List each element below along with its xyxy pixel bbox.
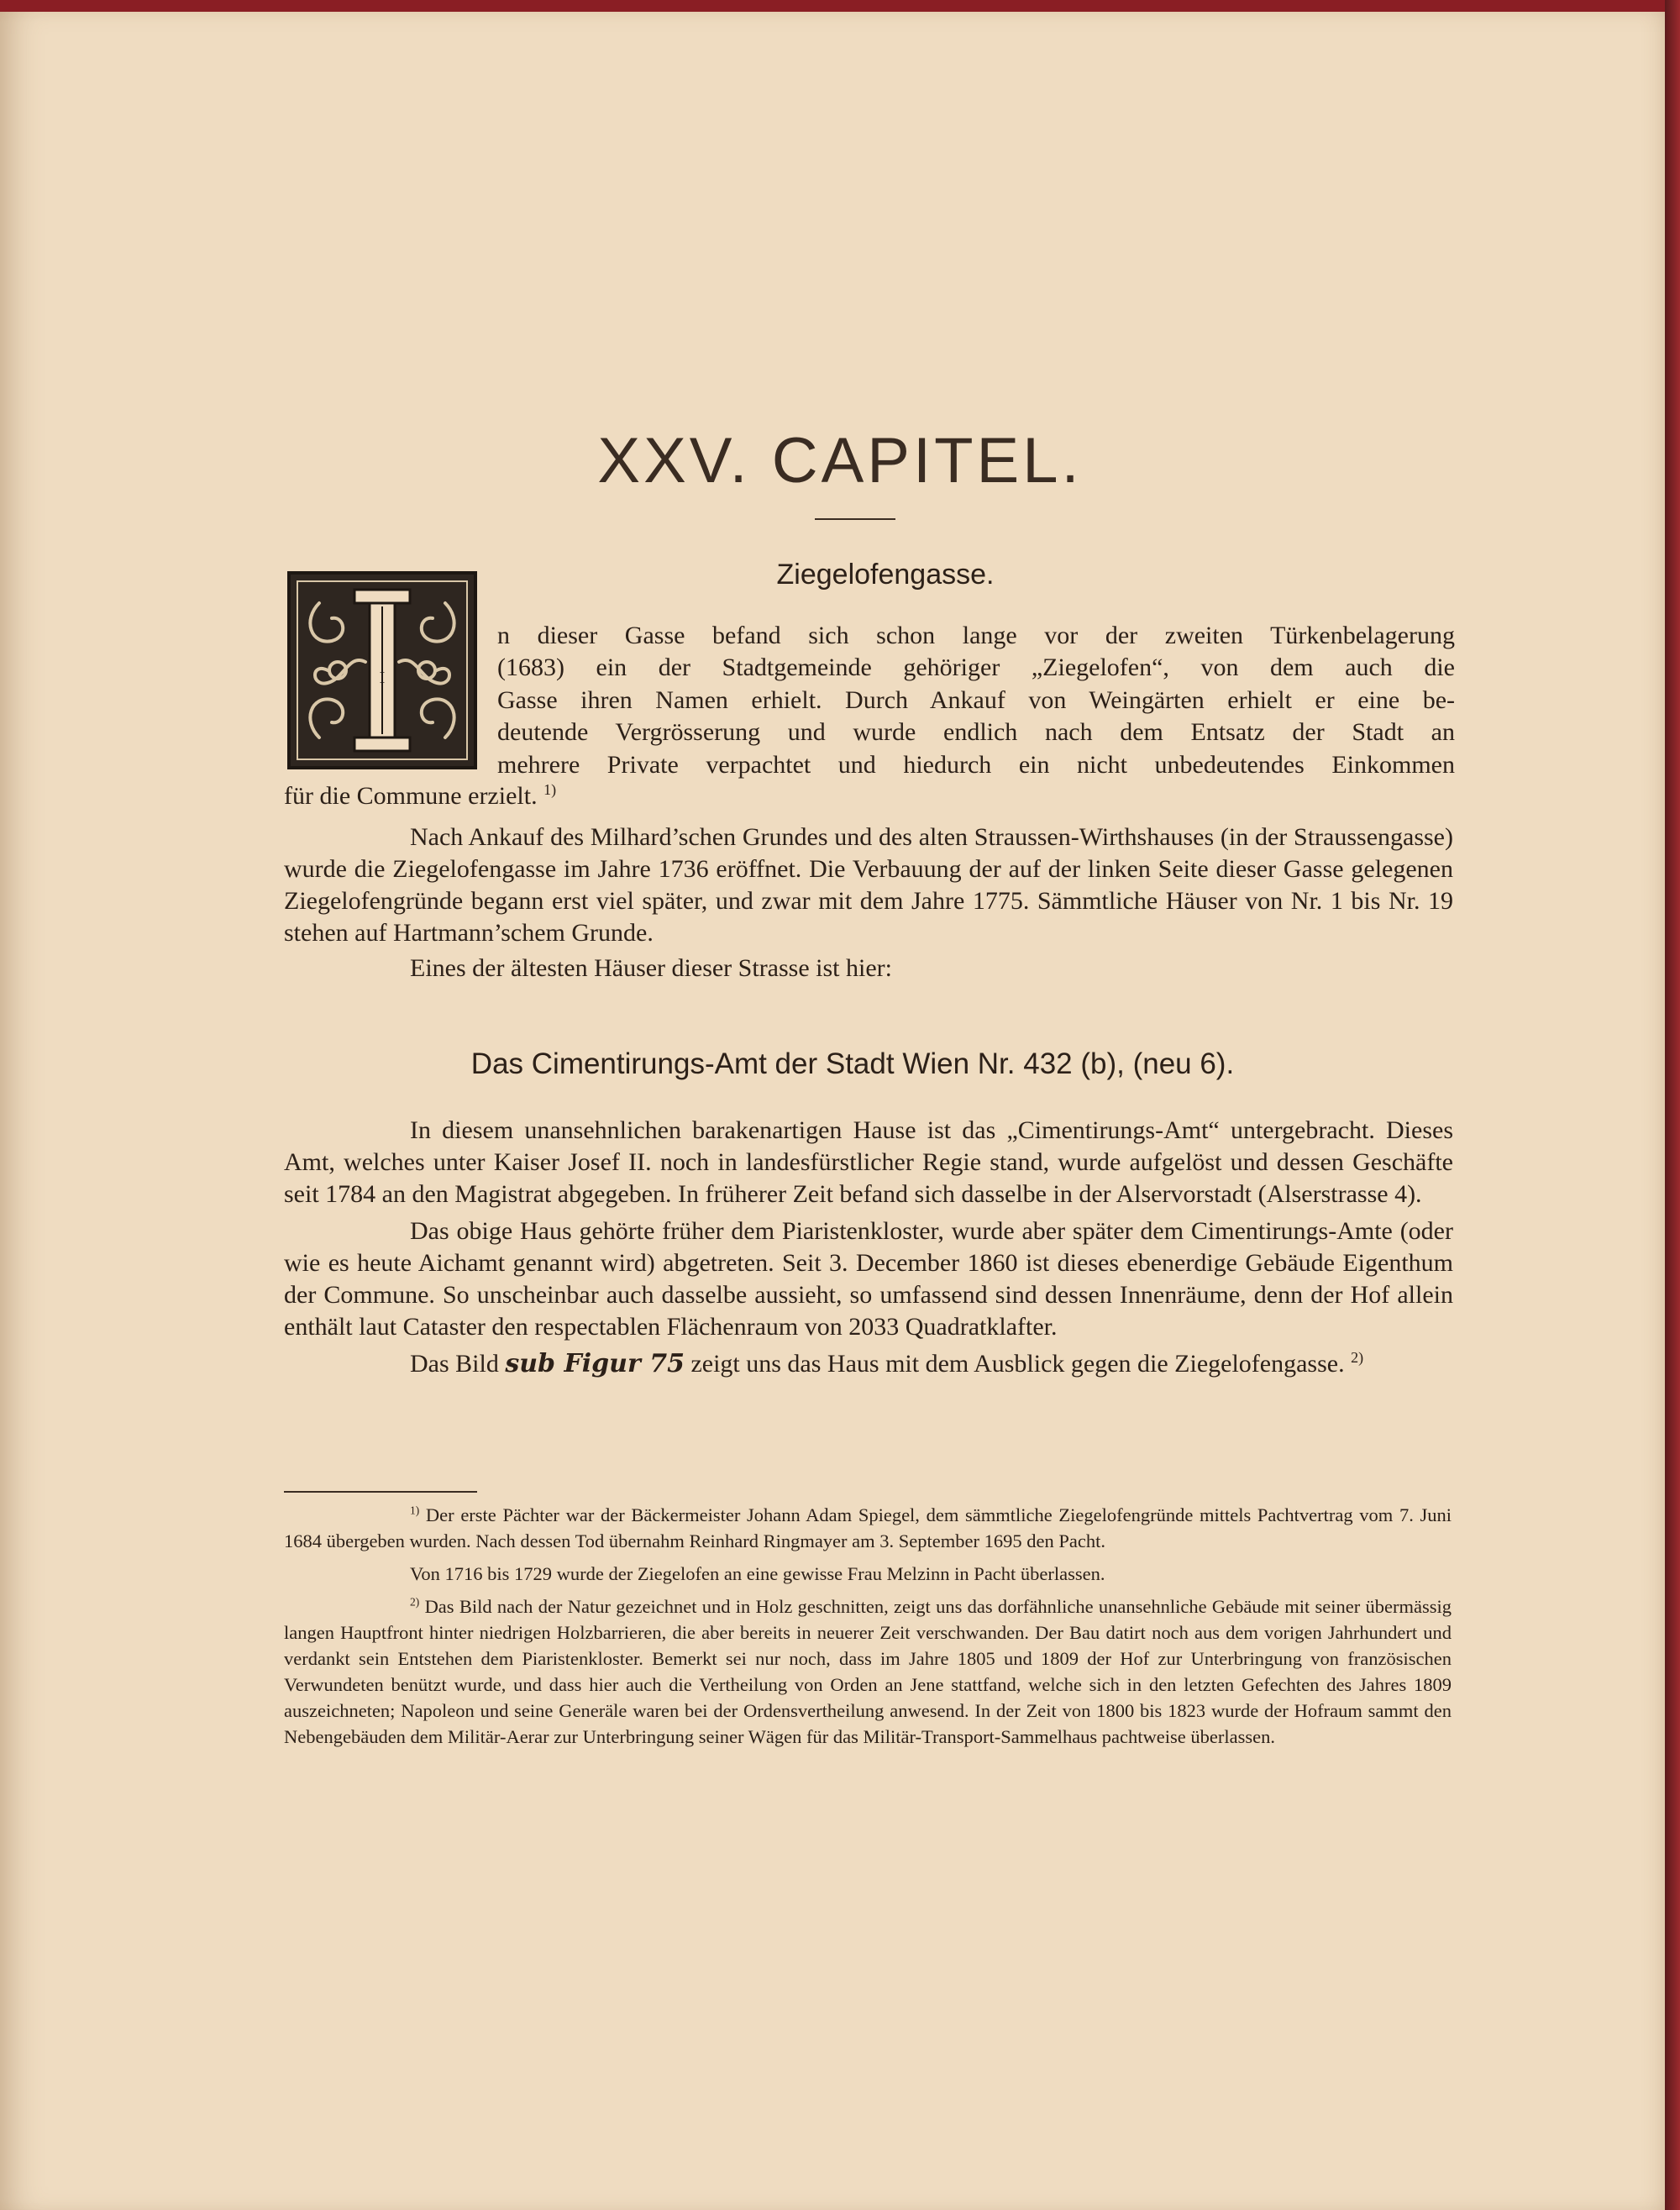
footnote-1-mark: 1) [410, 1504, 420, 1517]
footnote-ref-1: 1) [543, 781, 557, 798]
footnote-2-mark: 2) [410, 1595, 420, 1609]
book-cover-edge [1665, 0, 1680, 2210]
intro-line-5: mehrere Private verpachtet und hiedurch ein nicht unbedeutendes Einkommen [497, 751, 1455, 779]
footnote-2 [284, 1593, 1452, 1750]
subsection-heading: Das Cimentirungs-Amt der Stadt Wien Nr. 432 (b), (neu 6). [470, 1047, 1235, 1080]
footnote-1-text: Der erste Pächter war der Bäckermeister Johann Adam Spiegel, dem sämmtliche Ziegelofengründe mittels Pachtvertrag vom 7. Juni 1684 übergeben wurden. Nach dessen Tod übernahm Reinhard Ringmayer am 3. September 1695 den Pacht. [284, 1504, 1452, 1551]
intro-line-4: deutende Vergrösserung und wurde endlich nach dem Entsatz der Stadt an [497, 718, 1455, 746]
subsection-paragraph-3 [284, 1348, 1453, 1380]
subsection-paragraph-1: In diesem unansehnlichen barakenartigen Hause ist das „Cimentirungs-Amt“ untergebracht. Dieses Amt, welches unter Kaiser Josef II. noch in landesfürstlicher Regie stand, wurde aufgelöst und dessen Geschäfte seit 1784 an den Magistrat abgegeben. In früherer Zeit befand sich dasselbe in der Alservorstadt (Alserstrasse 4). [284, 1116, 1453, 1208]
main-body [284, 822, 1453, 984]
paragraph-2: Eines der ältesten Häuser dieser Strasse ist hier: [410, 954, 892, 982]
intro-line-6 [284, 782, 556, 811]
intro-line-2: (1683) ein der Stadtgemeinde gehöriger „Ziegelofen“, von dem auch die [497, 654, 1455, 681]
intro-line-3: Gasse ihren Namen erhielt. Durch Ankauf von Weingärten erhielt er eine be- [497, 686, 1455, 714]
paragraph-1: Nach Ankauf des Milhard’schen Grundes und des alten Straussen-Wirthshauses (in der Straussengasse) wurde die Ziegelofengasse im Jahre 1736 eröffnet. Die Verbauung der auf der linken Seite dieser Gasse gelegenen Ziegelofengründe begann erst viel später, und zwar mit dem Jahre 1775. Sämmtliche Häuser von Nr. 1 bis Nr. 19 stehen auf Hartmann’schem Grunde. [284, 823, 1453, 947]
footnote-rule [284, 1491, 477, 1493]
footnote-1 [284, 1502, 1452, 1554]
title-rule [815, 518, 895, 520]
p3-before: Das Bild [410, 1350, 499, 1378]
svg-text:I: I [379, 669, 386, 687]
p3-after: zeigt uns das Haus mit dem Ausblick gegen die Ziegelofengasse. [690, 1350, 1345, 1378]
figure-reference: sub Figur 75 [505, 1349, 685, 1378]
subsection-body [284, 1115, 1453, 1380]
footnote-2-text: Das Bild nach der Natur gezeichnet und in Holz geschnitten, zeigt uns das dorfähnliche unansehnliche Gebäude mit seiner übermässig langen Hauptfront hinter niedrigen Holzbarrieren, die aber bereits in neuerer Zeit verschwanden. Der Bau datirt noch aus dem vorigen Jahrhundert und verdankt sein Entstehen dem Piaristenkloster. Bemerkt sei nur noch, dass im Jahre 1805 und 1809 der Hof zur Unterbringung von französischen Verwundeten benützt wurde, und dass hier auch die Vertheilung von Orden an Jene stattfand, welche sich in den letzten Gefechten des Jahres 1809 auszeichneten; Napoleon und seine Generäle waren bei der Ordensvertheilung anwesend. In der Zeit von 1800 bis 1823 wurde der Hofraum sammt den Nebengebäuden dem Militär-Aerar zur Unterbringung seiner Wägen für das Militär-Transport-Sammelhaus pachtweise überlassen. [284, 1596, 1452, 1747]
subsection-paragraph-2: Das obige Haus gehörte früher dem Piaristenkloster, wurde aber später dem Cimentirungs-Amte (oder wie es heute Aichamt genannt wird) abgetreten. Seit 3. December 1860 ist dieses ebenerdige Gebäude Eigenthum der Commune. So unscheinbar auch dasselbe aussieht, so umfassend sind dessen Innenräume, denn der Hof allein enthält laut Cataster den respectablen Flächenraum von 2033 Quadratklafter. [284, 1217, 1453, 1341]
chapter-title: XXV. CAPITEL. [597, 425, 1083, 496]
footnote-ref-2: 2) [1351, 1349, 1364, 1366]
footnotes [284, 1502, 1452, 1756]
intro-line-1: n dieser Gasse befand sich schon lange vor der zweiten Türkenbelagerung [497, 622, 1455, 649]
book-page [0, 12, 1667, 2210]
drop-cap-ornament-icon [286, 570, 479, 771]
footnote-1-continued: Von 1716 bis 1729 wurde der Ziegelofen an eine gewisse Frau Melzinn in Pacht überlassen. [410, 1563, 1105, 1584]
intro-line-6-text: für die Commune erzielt. [284, 782, 538, 810]
section-heading: Ziegelofengasse. [776, 559, 995, 591]
drop-cap-ornament [286, 570, 479, 771]
